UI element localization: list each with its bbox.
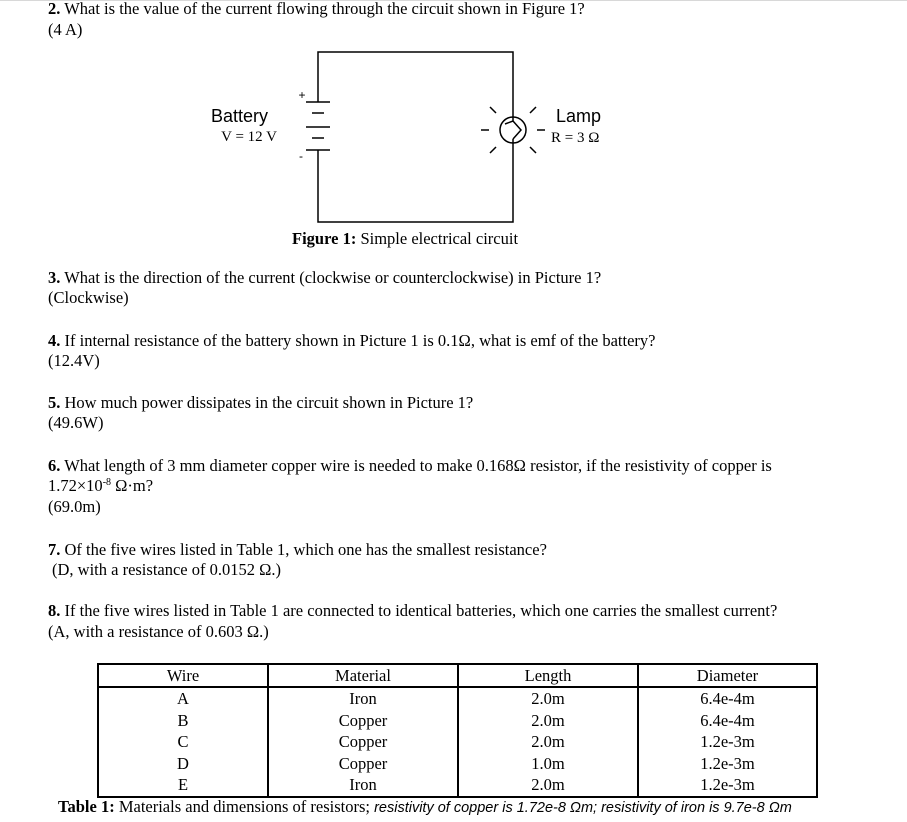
answer-7: (D, with a resistance of 0.0152 Ω.) <box>52 560 281 579</box>
diameter-cell: 1.2e-3m <box>700 753 755 773</box>
lamp-ray <box>530 107 536 113</box>
question-8: 8. If the five wires listed in Table 1 are connected to identical batteries, which one carries the smallest current? <box>48 601 778 620</box>
lamp-label: Lamp <box>556 106 602 126</box>
diameter-cell: 1.2e-3m <box>700 775 755 795</box>
table-caption: Table 1: Materials and dimensions of resistors; resistivity of copper is 1.72e-8 Ωm; resistivity of iron is 9.7e-8 Ωm <box>58 797 792 816</box>
question-3: 3. What is the direction of the current (clockwise or counterclockwise) in Picture 1? <box>48 268 602 287</box>
answer-4: (12.4V) <box>48 351 100 370</box>
lamp-ray <box>490 107 496 113</box>
question-6: 6. What length of 3 mm diameter copper wire is needed to make 0.168Ω resistor, if the resistivity of copper is <box>48 456 772 475</box>
answer-2: (4 A) <box>48 20 83 39</box>
wires-table <box>97 663 818 798</box>
material-cell: Copper <box>338 753 388 773</box>
answer-8: (A, with a resistance of 0.603 Ω.) <box>48 622 269 641</box>
circuit-wire-top <box>318 52 513 111</box>
wire-cell: E <box>177 775 189 795</box>
circuit-diagram <box>0 0 907 240</box>
material-column <box>268 687 458 797</box>
length-cell: 2.0m <box>531 732 565 752</box>
question-5: 5. How much power dissipates in the circuit shown in Picture 1? <box>48 393 474 412</box>
question-2: 2. What is the value of the current flowing through the circuit shown in Figure 1? <box>48 0 585 18</box>
lamp-ray <box>530 147 536 153</box>
battery-label: Battery <box>210 106 268 126</box>
circuit-wire-bottom <box>318 149 513 222</box>
battery-plus-sign: + <box>298 88 306 102</box>
question-4: 4. If internal resistance of the battery shown in Picture 1 is 0.1Ω, what is emf of the battery? <box>48 331 656 350</box>
question-6-continued: $1.72\times 10^{-8}$ Ω·m? <box>48 476 154 495</box>
header-wire: Wire <box>98 664 268 687</box>
lamp-ray <box>490 147 496 153</box>
table-body-row <box>98 687 817 797</box>
material-cell: Iron <box>349 775 377 795</box>
material-cell: Copper <box>338 732 388 752</box>
material-cell: Iron <box>349 689 377 708</box>
header-diameter: Diameter <box>638 664 817 687</box>
wire-cell: C <box>177 732 189 752</box>
lamp-value: R = 3 Ω <box>551 130 600 146</box>
length-column <box>458 687 638 797</box>
length-cell: 1.0m <box>531 753 565 773</box>
table-header-row <box>98 664 817 687</box>
header-length: Length <box>458 664 638 687</box>
lamp-filament <box>505 121 521 139</box>
material-cell: Copper <box>338 710 388 730</box>
answer-3: (Clockwise) <box>48 288 129 307</box>
answer-6: (69.0m) <box>48 497 101 516</box>
length-cell: 2.0m <box>531 710 565 730</box>
battery-minus-sign: - <box>299 149 303 163</box>
diameter-column <box>638 687 817 797</box>
diameter-cell: 6.4e-4m <box>700 689 755 708</box>
wire-column <box>98 687 268 797</box>
header-material: Material <box>268 664 458 687</box>
question-7: 7. Of the five wires listed in Table 1, which one has the smallest resistance? <box>48 540 547 559</box>
wire-cell: B <box>177 710 189 730</box>
diameter-cell: 1.2e-3m <box>700 732 755 752</box>
wire-cell: D <box>177 753 189 773</box>
wire-cell: A <box>177 689 189 708</box>
diameter-cell: 6.4e-4m <box>700 710 755 730</box>
figure-caption: Figure 1: Simple electrical circuit <box>292 229 519 248</box>
battery-value: V = 12 V <box>221 129 277 145</box>
length-cell: 2.0m <box>531 775 565 795</box>
answer-5: (49.6W) <box>48 413 104 432</box>
length-cell: 2.0m <box>531 689 565 708</box>
